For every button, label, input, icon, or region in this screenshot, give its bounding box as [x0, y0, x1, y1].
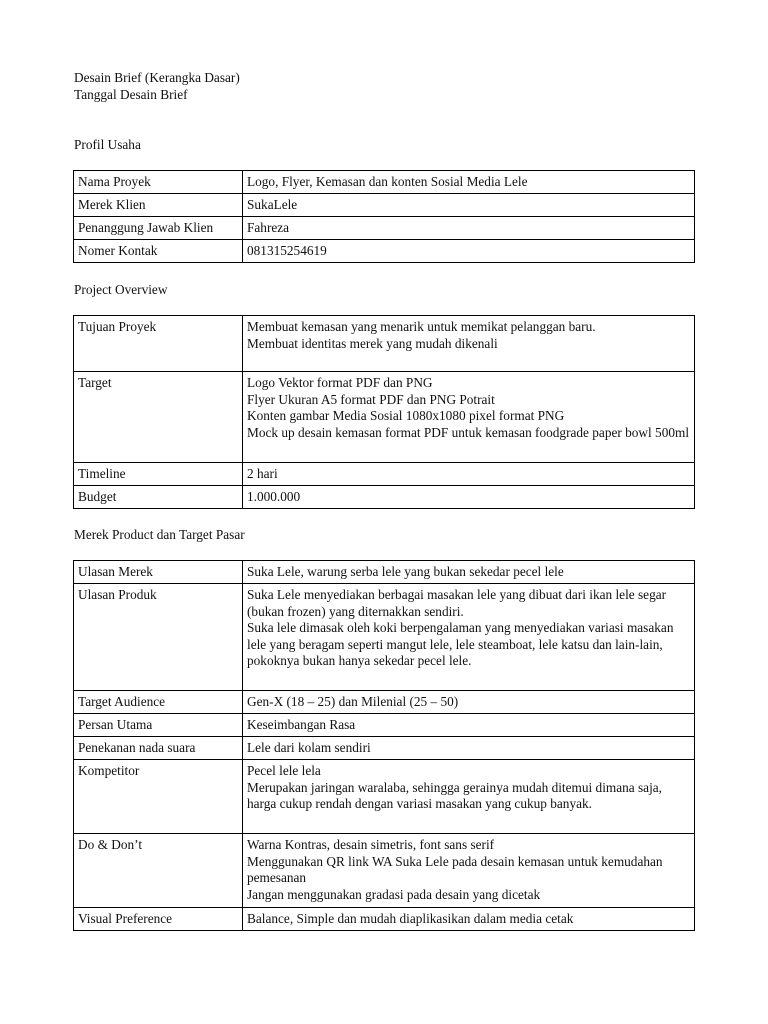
- row-label: Tujuan Proyek: [74, 316, 243, 372]
- row-label: Ulasan Merek: [74, 561, 243, 584]
- table-row: [74, 217, 695, 240]
- row-label: Persan Utama: [74, 714, 243, 737]
- merek-table: [73, 560, 695, 931]
- table-row: [74, 194, 695, 217]
- table-row: [74, 760, 695, 834]
- table-row: [74, 372, 695, 463]
- table-row: [74, 486, 695, 509]
- document-title: Desain Brief (Kerangka Dasar): [74, 70, 240, 85]
- overview-table: [73, 315, 695, 509]
- row-value: Pecel lele lela Merupakan jaringan waralaba, sehingga gerainya mudah ditemui dimana saja, harga cukup rendah dengan variasi masakan yang cukup banyak.: [243, 760, 695, 834]
- row-label: Timeline: [74, 463, 243, 486]
- row-value: Keseimbangan Rasa: [243, 714, 695, 737]
- row-label: Target Audience: [74, 691, 243, 714]
- row-label: Merek Klien: [74, 194, 243, 217]
- table-row: [74, 171, 695, 194]
- row-value: Balance, Simple dan mudah diaplikasikan dalam media cetak: [243, 908, 695, 931]
- section-heading-overview: Project Overview: [74, 282, 168, 297]
- row-value: Lele dari kolam sendiri: [243, 737, 695, 760]
- profil-table: [73, 170, 695, 263]
- row-value: Suka Lele menyediakan berbagai masakan lele yang dibuat dari ikan lele segar (bukan frozen) yang diternakkan sendiri. Suka lele dimasak oleh koki berpengalaman yang menyediakan variasi masakan lele yang beragam seperti mangut lele, lele steamboat, lele katsu dan lain-lain, pokoknya bukan hanya sekedar pecel lele.: [243, 584, 695, 691]
- row-label: Ulasan Produk: [74, 584, 243, 691]
- section-heading-merek: Merek Product dan Target Pasar: [74, 527, 245, 542]
- table-row: [74, 691, 695, 714]
- table-row: [74, 584, 695, 691]
- table-row: [74, 240, 695, 263]
- section-heading-profil: Profil Usaha: [74, 137, 141, 152]
- table-row: [74, 714, 695, 737]
- row-value: SukaLele: [243, 194, 695, 217]
- row-value: 2 hari: [243, 463, 695, 486]
- row-label: Nomer Kontak: [74, 240, 243, 263]
- row-value: 081315254619: [243, 240, 695, 263]
- row-label: Penanggung Jawab Klien: [74, 217, 243, 240]
- brief-date-label: Tanggal Desain Brief: [74, 87, 188, 102]
- row-label: Budget: [74, 486, 243, 509]
- row-value: Warna Kontras, desain simetris, font sans serif Menggunakan QR link WA Suka Lele pada desain kemasan untuk kemudahan pemesanan Jangan menggunakan gradasi pada desain yang dicetak: [243, 834, 695, 908]
- row-label: Penekanan nada suara: [74, 737, 243, 760]
- table-row: [74, 463, 695, 486]
- row-label: Kompetitor: [74, 760, 243, 834]
- row-value: Membuat kemasan yang menarik untuk memikat pelanggan baru. Membuat identitas merek yang mudah dikenali: [243, 316, 695, 372]
- row-value: Logo Vektor format PDF dan PNG Flyer Ukuran A5 format PDF dan PNG Potrait Konten gambar Media Sosial 1080x1080 pixel format PNG Mock up desain kemasan format PDF untuk kemasan foodgrade paper bowl 500ml: [243, 372, 695, 463]
- table-row: [74, 737, 695, 760]
- row-label: Nama Proyek: [74, 171, 243, 194]
- row-value: 1.000.000: [243, 486, 695, 509]
- row-value: Logo, Flyer, Kemasan dan konten Sosial Media Lele: [243, 171, 695, 194]
- row-value: Fahreza: [243, 217, 695, 240]
- row-label: Visual Preference: [74, 908, 243, 931]
- row-label: Target: [74, 372, 243, 463]
- row-value: Gen-X (18 – 25) dan Milenial (25 – 50): [243, 691, 695, 714]
- table-row: [74, 908, 695, 931]
- table-row: [74, 316, 695, 372]
- row-label: Do & Don’t: [74, 834, 243, 908]
- table-row: [74, 561, 695, 584]
- row-value: Suka Lele, warung serba lele yang bukan sekedar pecel lele: [243, 561, 695, 584]
- table-row: [74, 834, 695, 908]
